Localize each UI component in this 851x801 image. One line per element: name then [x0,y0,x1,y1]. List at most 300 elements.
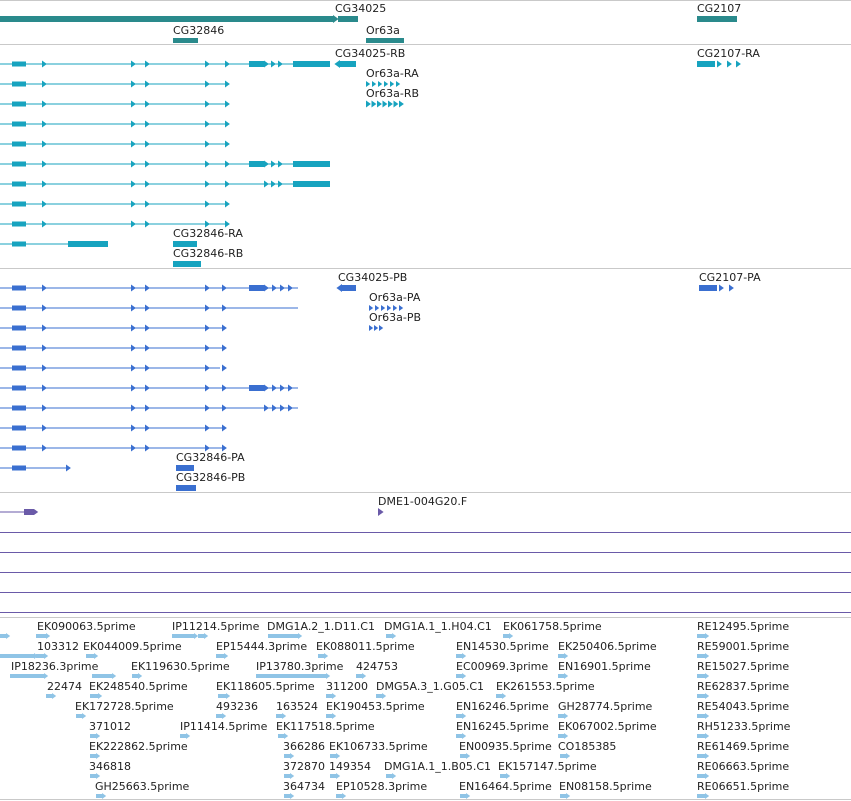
feature-label[interactable]: EK088011.5prime [316,640,415,653]
exon-arrow[interactable] [564,653,568,659]
exon-arrow[interactable] [145,201,150,208]
exon-arrow[interactable] [186,733,190,739]
est-feature[interactable] [386,634,392,638]
feature-label[interactable]: CG34025-RB [335,47,406,60]
exon-block[interactable] [12,426,26,431]
est-feature[interactable] [503,634,509,638]
feature-label[interactable]: DMG1A.1_1.H04.C1 [384,620,492,633]
est-feature[interactable] [268,634,298,638]
est-feature[interactable] [278,734,284,738]
exon-arrow[interactable] [145,221,150,228]
est-feature[interactable] [218,694,226,698]
exon-arrow[interactable] [205,345,210,352]
exon-arrow[interactable] [98,693,102,699]
est-feature[interactable] [330,754,336,758]
feature-label[interactable]: GH28774.5prime [558,700,653,713]
est-feature[interactable] [90,754,96,758]
exon-arrow[interactable] [378,508,384,516]
exon-arrow[interactable] [379,325,383,331]
exon-arrow[interactable] [271,61,276,68]
exon-arrow[interactable] [225,181,230,188]
exon-arrow[interactable] [205,325,210,332]
exon-block[interactable] [293,161,330,167]
exon-arrow[interactable] [705,753,709,759]
est-feature[interactable] [284,794,290,798]
exon-block[interactable] [24,509,34,515]
feature-label[interactable]: RE61469.5prime [697,740,790,753]
feature-label[interactable]: DMG5A.3_1.G05.C1 [376,680,485,693]
exon-arrow[interactable] [278,161,283,168]
feature-label[interactable]: CO185385 [558,740,617,753]
exon-arrow[interactable] [264,181,269,188]
exon-arrow[interactable] [564,673,568,679]
feature-label[interactable]: EK172728.5prime [75,700,174,713]
gene-CG34025-short[interactable] [338,16,358,22]
exon-arrow[interactable] [42,61,47,68]
est-feature[interactable] [172,634,194,638]
exon-arrow[interactable] [324,653,328,659]
est-feature[interactable] [336,794,342,798]
feature-label[interactable]: EC00969.3prime [456,660,549,673]
est-feature[interactable] [46,694,52,698]
exon-arrow[interactable] [222,425,227,432]
feature-label[interactable]: RE06651.5prime [697,780,790,793]
exon-arrow[interactable] [6,633,10,639]
est-feature[interactable] [558,714,564,718]
feature-label[interactable]: IP11414.5prime [180,720,268,733]
exon-arrow[interactable] [264,161,269,168]
exon-arrow[interactable] [131,201,136,208]
exon-block[interactable] [12,346,26,351]
exon-arrow[interactable] [42,161,47,168]
est-feature[interactable] [132,674,138,678]
exon-arrow[interactable] [145,425,150,432]
exon-arrow[interactable] [96,733,100,739]
feature-label[interactable]: EN14530.5prime [456,640,549,653]
est-feature[interactable] [697,694,705,698]
feature-label[interactable]: CG32846-RB [173,247,244,260]
exon-arrow[interactable] [131,285,136,292]
est-feature[interactable] [697,634,705,638]
exon-arrow[interactable] [131,365,136,372]
exon-arrow[interactable] [131,121,136,128]
feature-label[interactable]: IP11214.5prime [172,620,260,633]
exon-arrow[interactable] [42,101,47,108]
feature-label[interactable]: 372870 [283,760,325,773]
feature-label[interactable]: CG2107 [697,2,742,15]
exon-arrow[interactable] [705,653,709,659]
exon-arrow[interactable] [205,405,210,412]
gene-CG2107[interactable] [697,16,737,22]
exon-arrow[interactable] [466,753,470,759]
exon-arrow[interactable] [42,181,47,188]
exon-arrow[interactable] [336,773,340,779]
exon-block[interactable] [340,61,356,67]
feature-label[interactable]: Or63a [366,24,400,37]
exon-arrow[interactable] [222,365,227,372]
feature-label[interactable]: 493236 [216,700,258,713]
exon-arrow[interactable] [392,773,396,779]
exon-arrow[interactable] [333,15,339,23]
exon-arrow[interactable] [506,773,510,779]
exon-arrow[interactable] [145,365,150,372]
exon-arrow[interactable] [131,405,136,412]
exon-arrow[interactable] [42,405,47,412]
est-feature[interactable] [276,714,282,718]
feature-label[interactable]: 366286 [283,740,325,753]
exon-block[interactable] [249,161,264,167]
est-feature[interactable] [326,694,332,698]
exon-block[interactable] [12,406,26,411]
exon-arrow[interactable] [272,285,277,292]
est-feature[interactable] [697,654,705,658]
est-feature[interactable] [386,774,392,778]
exon-arrow[interactable] [145,181,150,188]
feature-label[interactable]: DME1-004G20.F [378,495,468,508]
est-feature[interactable] [36,634,46,638]
exon-block[interactable] [697,61,715,67]
exon-arrow[interactable] [502,693,506,699]
est-feature[interactable] [284,754,290,758]
exon-arrow[interactable] [369,325,373,331]
exon-arrow[interactable] [205,141,210,148]
feature-label[interactable]: EK061758.5prime [503,620,602,633]
exon-arrow[interactable] [145,285,150,292]
est-feature[interactable] [376,694,382,698]
exon-arrow[interactable] [278,181,283,188]
exon-arrow[interactable] [264,285,269,292]
feature-label[interactable]: EK090063.5prime [37,620,136,633]
est-feature[interactable] [10,674,44,678]
est-feature[interactable] [36,654,44,658]
est-feature[interactable] [86,654,94,658]
feature-label[interactable]: 364734 [283,780,325,793]
exon-arrow[interactable] [336,284,342,292]
est-feature[interactable] [456,734,462,738]
exon-block[interactable] [12,122,26,127]
feature-label[interactable]: EP10528.3prime [336,780,428,793]
feature-label[interactable]: Or63a-PB [369,311,422,324]
feature-label[interactable]: EN08158.5prime [559,780,652,793]
exon-block[interactable] [12,182,26,187]
exon-arrow[interactable] [205,121,210,128]
est-feature[interactable] [558,674,564,678]
exon-arrow[interactable] [719,285,724,292]
exon-arrow[interactable] [225,81,230,88]
feature-label[interactable]: Or63a-RA [366,67,419,80]
exon-arrow[interactable] [145,61,150,68]
est-feature[interactable] [284,774,290,778]
exon-arrow[interactable] [705,733,709,739]
exon-arrow[interactable] [222,713,226,719]
est-feature[interactable] [697,734,705,738]
exon-arrow[interactable] [272,385,277,392]
exon-arrow[interactable] [112,673,116,679]
exon-arrow[interactable] [66,465,71,472]
exon-block[interactable] [176,485,196,491]
est-feature[interactable] [460,794,466,798]
est-feature[interactable] [330,774,336,778]
feature-label[interactable]: CG34025 [335,2,387,15]
est-feature[interactable] [198,634,204,638]
exon-arrow[interactable] [278,61,283,68]
exon-block[interactable] [12,62,26,67]
feature-label[interactable]: CG32846-RA [173,227,243,240]
exon-arrow[interactable] [42,201,47,208]
feature-label[interactable]: CG2107-PA [699,271,761,284]
gene-CG32846[interactable] [173,38,198,43]
exon-arrow[interactable] [727,61,732,68]
exon-arrow[interactable] [462,733,466,739]
exon-block[interactable] [293,181,330,187]
exon-arrow[interactable] [290,773,294,779]
est-feature[interactable] [180,734,186,738]
est-feature[interactable] [697,714,705,718]
exon-arrow[interactable] [462,713,466,719]
exon-arrow[interactable] [564,733,568,739]
exon-arrow[interactable] [377,101,382,108]
exon-arrow[interactable] [205,285,210,292]
exon-arrow[interactable] [736,61,741,68]
exon-arrow[interactable] [131,425,136,432]
exon-arrow[interactable] [205,101,210,108]
exon-arrow[interactable] [284,733,288,739]
feature-label[interactable]: IP18236.3prime [11,660,99,673]
exon-block[interactable] [12,446,26,451]
feature-label[interactable]: EK157147.5prime [498,760,597,773]
feature-label[interactable]: RE06663.5prime [697,760,790,773]
feature-label[interactable]: EK106733.5prime [329,740,428,753]
exon-arrow[interactable] [290,793,294,799]
exon-arrow[interactable] [96,773,100,779]
exon-arrow[interactable] [298,633,302,639]
exon-arrow[interactable] [52,693,56,699]
exon-arrow[interactable] [394,101,399,108]
est-feature[interactable] [558,654,564,658]
est-feature[interactable] [326,714,332,718]
exon-block[interactable] [12,366,26,371]
exon-arrow[interactable] [205,181,210,188]
est-feature[interactable] [90,734,96,738]
exon-arrow[interactable] [372,101,377,108]
feature-label[interactable]: 311200 [326,680,368,693]
exon-arrow[interactable] [102,793,106,799]
feature-label[interactable]: CG32846 [173,24,225,37]
feature-label[interactable]: EK119630.5prime [131,660,230,673]
exon-arrow[interactable] [222,285,227,292]
exon-arrow[interactable] [280,405,285,412]
exon-arrow[interactable] [388,101,393,108]
exon-arrow[interactable] [205,61,210,68]
est-feature[interactable] [216,654,224,658]
exon-arrow[interactable] [272,405,277,412]
feature-label[interactable]: EK118605.5prime [216,680,315,693]
est-feature[interactable] [560,794,566,798]
exon-arrow[interactable] [271,181,276,188]
exon-block[interactable] [12,306,26,311]
exon-arrow[interactable] [205,161,210,168]
exon-arrow[interactable] [131,61,136,68]
feature-label[interactable]: EN16246.5prime [456,700,549,713]
est-feature[interactable] [456,714,462,718]
exon-arrow[interactable] [392,633,396,639]
exon-arrow[interactable] [717,61,722,68]
est-feature[interactable] [256,674,326,678]
exon-arrow[interactable] [205,201,210,208]
est-feature[interactable] [90,694,98,698]
est-feature[interactable] [560,754,566,758]
exon-block[interactable] [12,222,26,227]
feature-label[interactable]: 346818 [89,760,131,773]
exon-block[interactable] [173,261,201,267]
exon-arrow[interactable] [42,221,47,228]
est-feature[interactable] [558,734,564,738]
feature-label[interactable]: RE62837.5prime [697,680,790,693]
exon-arrow[interactable] [705,713,709,719]
feature-label[interactable]: CG32846-PA [176,451,245,464]
exon-block[interactable] [12,286,26,291]
exon-arrow[interactable] [94,653,98,659]
exon-arrow[interactable] [44,673,48,679]
exon-arrow[interactable] [42,285,47,292]
exon-arrow[interactable] [42,81,47,88]
exon-arrow[interactable] [729,285,734,292]
exon-arrow[interactable] [334,60,340,68]
exon-arrow[interactable] [145,345,150,352]
exon-arrow[interactable] [462,653,466,659]
feature-label[interactable]: 149354 [329,760,371,773]
exon-arrow[interactable] [138,673,142,679]
feature-label[interactable]: EK190453.5prime [326,700,425,713]
est-feature[interactable] [216,714,222,718]
feature-label[interactable]: EN16464.5prime [459,780,552,793]
exon-arrow[interactable] [225,101,230,108]
exon-arrow[interactable] [509,633,513,639]
exon-arrow[interactable] [222,405,227,412]
exon-block[interactable] [342,285,356,291]
exon-arrow[interactable] [145,141,150,148]
exon-arrow[interactable] [204,633,208,639]
exon-block[interactable] [12,386,26,391]
exon-arrow[interactable] [145,81,150,88]
exon-block[interactable] [12,326,26,331]
feature-label[interactable]: EP15444.3prime [216,640,308,653]
feature-label[interactable]: 371012 [89,720,131,733]
exon-arrow[interactable] [42,345,47,352]
exon-arrow[interactable] [225,141,230,148]
exon-arrow[interactable] [145,405,150,412]
exon-arrow[interactable] [225,201,230,208]
exon-arrow[interactable] [145,325,150,332]
exon-arrow[interactable] [42,445,47,452]
exon-block[interactable] [249,285,264,291]
est-feature[interactable] [0,634,6,638]
exon-arrow[interactable] [362,673,366,679]
est-feature[interactable] [90,774,96,778]
exon-arrow[interactable] [42,385,47,392]
feature-label[interactable]: GH25663.5prime [95,780,190,793]
exon-arrow[interactable] [342,793,346,799]
exon-block[interactable] [12,242,26,247]
est-feature[interactable] [456,654,462,658]
est-feature[interactable] [92,674,112,678]
exon-block[interactable] [249,61,264,67]
exon-arrow[interactable] [145,101,150,108]
est-feature[interactable] [356,674,362,678]
exon-arrow[interactable] [131,325,136,332]
exon-block[interactable] [12,142,26,147]
feature-label[interactable]: RE54043.5prime [697,700,790,713]
feature-label[interactable]: EK248540.5prime [89,680,188,693]
exon-arrow[interactable] [462,673,466,679]
exon-arrow[interactable] [225,121,230,128]
est-feature[interactable] [76,714,82,718]
exon-arrow[interactable] [131,141,136,148]
exon-arrow[interactable] [280,285,285,292]
feature-label[interactable]: Or63a-RB [366,87,420,100]
feature-label[interactable]: DMG1A.1_1.B05.C1 [384,760,492,773]
exon-arrow[interactable] [44,653,48,659]
feature-label[interactable]: EK117518.5prime [276,720,375,733]
exon-arrow[interactable] [131,345,136,352]
exon-block[interactable] [12,102,26,107]
exon-block[interactable] [699,285,717,291]
gene-CG34025-body[interactable] [0,16,333,22]
exon-arrow[interactable] [705,693,709,699]
est-feature[interactable] [496,694,502,698]
exon-arrow[interactable] [42,325,47,332]
exon-arrow[interactable] [288,385,293,392]
exon-arrow[interactable] [222,345,227,352]
feature-label[interactable]: EK222862.5prime [89,740,188,753]
feature-label[interactable]: CG2107-RA [697,47,760,60]
feature-label[interactable]: 103312 [37,640,79,653]
exon-arrow[interactable] [131,181,136,188]
feature-label[interactable]: RE59001.5prime [697,640,790,653]
est-feature[interactable] [697,754,705,758]
exon-arrow[interactable] [264,61,269,68]
feature-label[interactable]: Or63a-PA [369,291,421,304]
exon-arrow[interactable] [271,161,276,168]
exon-arrow[interactable] [42,365,47,372]
exon-arrow[interactable] [145,305,150,312]
est-feature[interactable] [460,754,466,758]
exon-arrow[interactable] [224,653,228,659]
exon-arrow[interactable] [264,405,269,412]
exon-block[interactable] [249,385,264,391]
gene-Or63a[interactable] [366,38,404,43]
feature-label[interactable]: DMG1A.2_1.D11.C1 [267,620,375,633]
exon-arrow[interactable] [705,673,709,679]
exon-block[interactable] [12,162,26,167]
exon-arrow[interactable] [366,101,371,108]
exon-arrow[interactable] [564,713,568,719]
est-feature[interactable] [318,654,324,658]
est-feature[interactable] [0,654,34,658]
exon-arrow[interactable] [46,633,50,639]
exon-arrow[interactable] [42,121,47,128]
exon-arrow[interactable] [205,385,210,392]
exon-arrow[interactable] [222,325,227,332]
est-feature[interactable] [456,674,462,678]
exon-arrow[interactable] [288,405,293,412]
feature-label[interactable]: EK250406.5prime [558,640,657,653]
exon-block[interactable] [12,82,26,87]
feature-label[interactable]: EN16901.5prime [558,660,651,673]
feature-label[interactable]: EN00935.5prime [459,740,552,753]
exon-arrow[interactable] [705,793,709,799]
exon-arrow[interactable] [131,385,136,392]
